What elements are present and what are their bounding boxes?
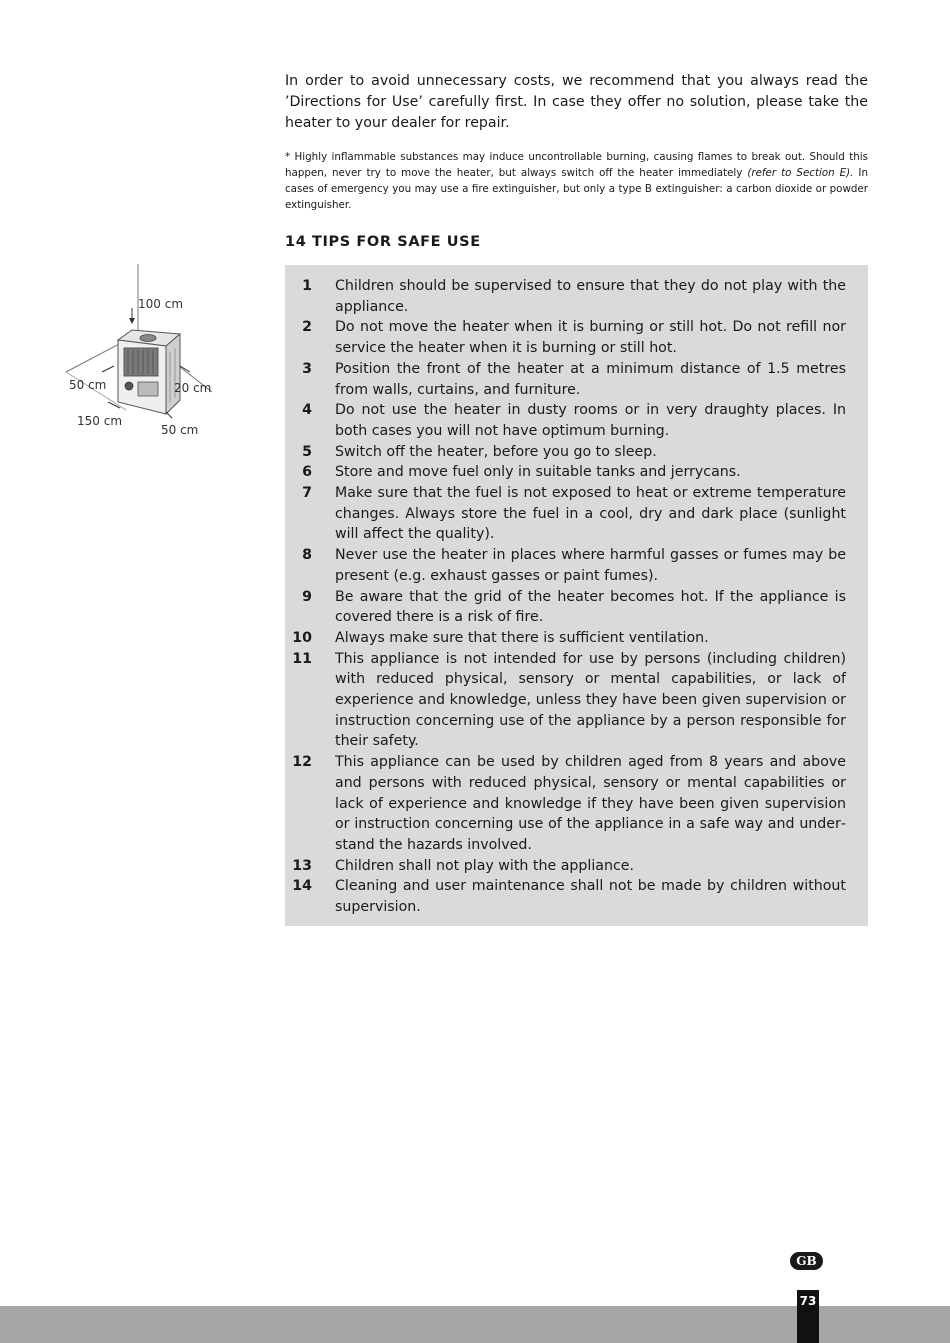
tip-number: 8 [302, 547, 312, 564]
tips-list [285, 265, 868, 918]
tip-text: Position the front of the heater at a minimum distance of 1.5 metres from walls, curtains, and furniture. [335, 360, 846, 398]
tip-item [285, 587, 846, 628]
tip-number: 1 [302, 278, 312, 294]
label-100cm: 100 cm [138, 297, 184, 311]
tip-text: Do not use the heater in dusty rooms or in very draughty places. In both cases you will not have optimum burning. [335, 402, 846, 439]
tip-number: 4 [302, 402, 312, 419]
tip-item [285, 276, 846, 317]
intro-paragraph: In order to avoid unnecessary costs, we recommend that you always read the ’Directions for Use’ carefully first. In case they offer no solution, please take the heater to your dealer for repair. [285, 73, 868, 131]
label-20cm-right: 20 cm [174, 381, 212, 395]
tip-text: This appliance is not intended for use by persons (including children) with reduced physical, sensory or mental capabilities, or lack of experience and knowledge, unless they have been given supervision or instruction concerning use of the appliance by a person responsible for their safety. [335, 650, 846, 750]
tip-item [285, 545, 846, 586]
tip-text: Do not move the heater when it is burning or still hot. Do not refill nor service the heater when it is burning or still hot. [335, 319, 846, 357]
tip-item [285, 876, 846, 917]
tip-text: Store and move fuel only in suitable tanks and jerrycans. [335, 464, 741, 481]
tip-item [285, 483, 846, 545]
tip-item [285, 442, 846, 463]
tip-text: Cleaning and user maintenance shall not be made by children without supervision. [335, 878, 846, 916]
tip-item [285, 856, 846, 877]
tip-text: Never use the heater in places where harmful gasses or fumes may be present (e.g. exhaust gasses or paint fumes). [335, 547, 846, 584]
tip-text: This appliance can be used by children aged from 8 years and above and persons with reduced physical, sensory or mental capabilities or lack of experience and knowledge if they have been given supervision or instruction concerning use of the appliance in a safe way and understand the hazards involved. [335, 754, 846, 853]
tip-text: Always make sure that there is sufficient ventilation. [335, 629, 709, 646]
tip-number: 14 [292, 878, 312, 895]
label-50cm-left: 50 cm [69, 378, 107, 392]
language-badge: GB [790, 1252, 823, 1270]
section-title: 14 TIPS FOR SAFE USE [285, 234, 481, 250]
tip-text: Children should be supervised to ensure that they do not play with the appliance. [335, 278, 846, 315]
tip-item [285, 462, 846, 483]
tip-item [285, 317, 846, 358]
label-150cm-front: 150 cm [77, 414, 123, 428]
clearance-diagram [62, 262, 228, 442]
tip-item [285, 752, 846, 856]
section-reference: (refer to Section E). [747, 167, 854, 179]
tip-number: 2 [302, 319, 312, 336]
tip-number: 10 [292, 629, 312, 646]
tip-text: Make sure that the fuel is not exposed to heat or extreme temperature changes. Always store the fuel in a cool, dry and dark place (sunlight will affect the quality). [335, 485, 846, 543]
tip-number: 6 [302, 464, 312, 481]
footnote-text: * Highly inflammable substances may induce uncontrollable burning, causing flames to break out. Should this happen, never try to move the heater, but always switch off the heater immediately [285, 151, 868, 179]
footnote [285, 149, 868, 213]
tip-number: 12 [292, 754, 312, 771]
tip-number: 7 [302, 485, 312, 502]
tip-item [285, 628, 846, 649]
tip-number: 3 [302, 360, 312, 377]
tip-text: Be aware that the grid of the heater becomes hot. If the appliance is covered there is a risk of fire. [335, 588, 846, 626]
tips-panel [285, 265, 868, 926]
footnote-text-end: In cases of emergency you may use a fire extinguisher, but only a type B extinguisher: a carbon dioxide or powder extinguisher. [285, 167, 868, 211]
tip-text: Children shall not play with the appliance. [335, 857, 635, 874]
tip-text: Switch off the heater, before you go to sleep. [335, 443, 657, 460]
tip-item [285, 400, 846, 441]
tip-number: 9 [302, 588, 312, 605]
tip-item [285, 649, 846, 753]
tip-item [285, 359, 846, 400]
tip-number: 13 [292, 857, 312, 874]
page-number-box [797, 1290, 819, 1343]
tip-number: 11 [292, 650, 312, 667]
tip-number: 5 [302, 443, 312, 460]
page-number: 73 [799, 1294, 817, 1308]
label-50cm-bottom: 50 cm [161, 423, 199, 437]
heater-clearance-illustration [62, 262, 228, 442]
